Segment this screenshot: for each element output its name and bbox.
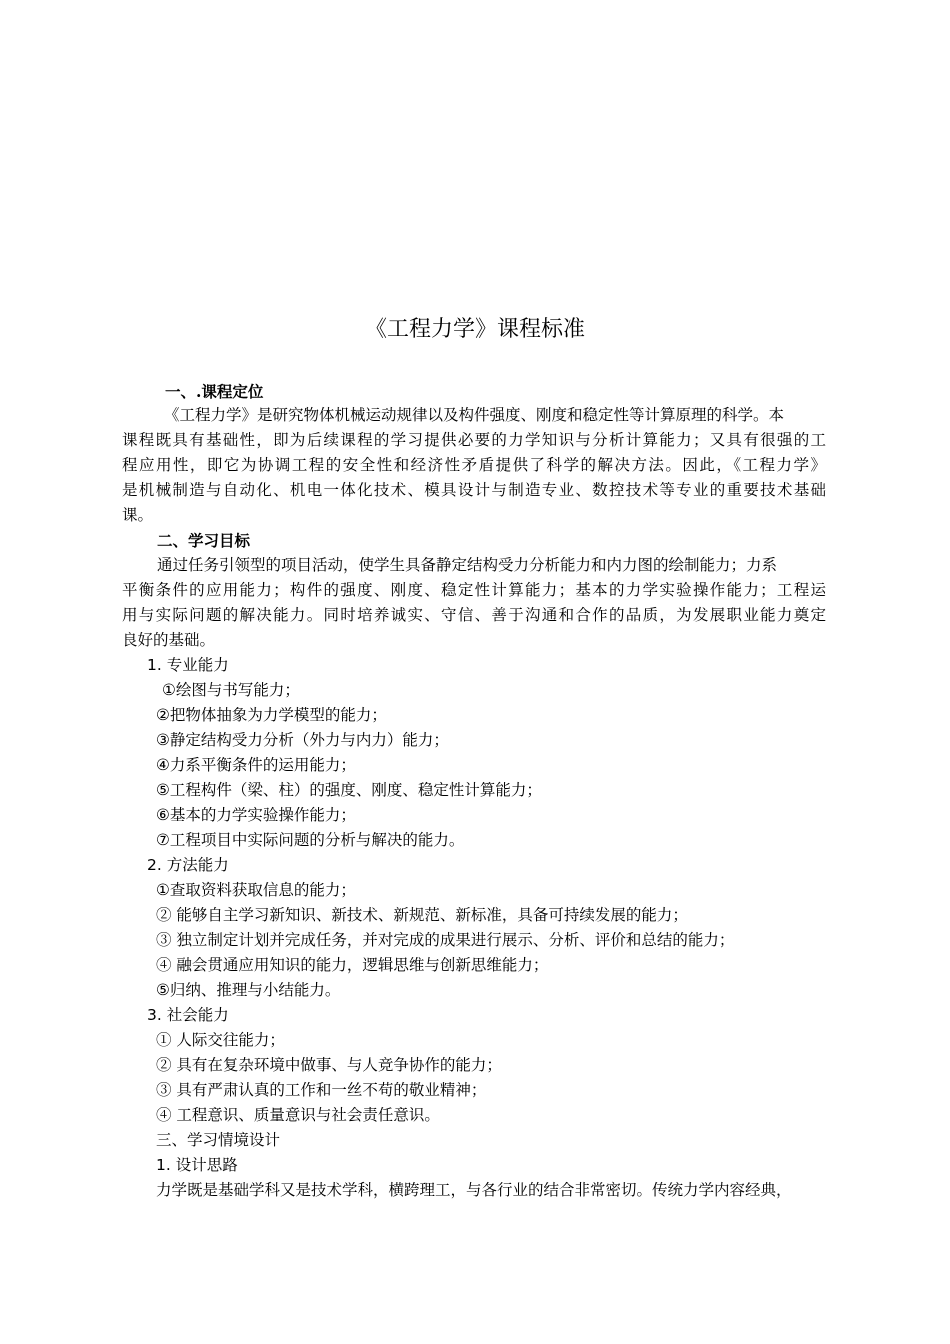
professional-ability-heading: 1. 专业能力 [147,656,229,674]
section-2-para-line-1: 通过任务引领型的项目活动，使学生具备静定结构受力分析能力和内力图的绘制能力；力系 [157,556,778,574]
section-1-para-line-2: 课程既具有基础性，即为后续课程的学习提供必要的力学知识与分析计算能力；又具有很强的工 [122,431,826,449]
list-item: ④ 融会贯通应用知识的能力，逻辑思维与创新思维能力； [156,956,549,974]
list-item: ① 人际交往能力； [156,1031,285,1049]
list-item: ①绘图与书写能力； [162,681,300,699]
document-title: 《工程力学》课程标准 [364,317,585,342]
list-item: ⑥基本的力学实验操作能力； [156,806,356,824]
list-item: ③ 独立制定计划并完成任务，并对完成的成果进行展示、分析、评价和总结的能力； [156,931,735,949]
section-2-heading: 二、学习目标 [157,531,251,550]
list-item: ③ 具有严肃认真的工作和一丝不苟的敬业精神； [156,1081,487,1099]
section-1-para-line-1: 《工程力学》是研究物体机械运动规律以及构件强度、刚度和稳定性等计算原理的科学。本 [164,406,785,424]
section-2-para-line-2: 平衡条件的应用能力；构件的强度、刚度、稳定性计算能力；基本的力学实验操作能力；工程运 [122,581,826,599]
section-1-heading: 一、.课程定位 [165,382,264,401]
list-item: ⑤归纳、推理与小结能力。 [156,981,341,999]
section-1-para-line-5: 课。 [122,506,154,524]
section-2-para-line-3: 用与实际问题的解决能力。同时培养诚实、守信、善于沟通和合作的品质，为发展职业能力奠定 [122,606,826,624]
social-ability-heading: 3. 社会能力 [147,1006,229,1024]
section-1-para-line-4: 是机械制造与自动化、机电一体化技术、模具设计与制造专业、数控技术等专业的重要技术基础 [122,481,826,499]
list-item: ④ 工程意识、质量意识与社会责任意识。 [156,1106,440,1124]
design-idea-heading: 1. 设计思路 [156,1156,238,1174]
section-3-para-line-1: 力学既是基础学科又是技术学科，横跨理工，与各行业的结合非常密切。传统力学内容经典， [156,1181,792,1199]
list-item: ② 能够自主学习新知识、新技术、新规范、新标准，具备可持续发展的能力； [156,906,688,924]
method-ability-heading: 2. 方法能力 [147,856,229,874]
section-2-para-line-4: 良好的基础。 [122,631,216,649]
section-1-para-line-3: 程应用性，即它为协调工程的安全性和经济性矛盾提供了科学的解决方法。因此，《工程力学》 [122,456,826,474]
list-item: ⑤工程构件（梁、柱）的强度、刚度、稳定性计算能力； [156,781,542,799]
list-item: ④力系平衡条件的运用能力； [156,756,356,774]
list-item: ② 具有在复杂环境中做事、与人竞争协作的能力； [156,1056,502,1074]
list-item: ⑦工程项目中实际问题的分析与解决的能力。 [156,831,465,849]
section-3-heading: 三、学习情境设计 [156,1131,281,1149]
list-item: ③静定结构受力分析（外力与内力）能力； [156,731,449,749]
list-item: ①查取资料获取信息的能力； [156,881,356,899]
list-item: ②把物体抽象为力学模型的能力； [156,706,387,724]
